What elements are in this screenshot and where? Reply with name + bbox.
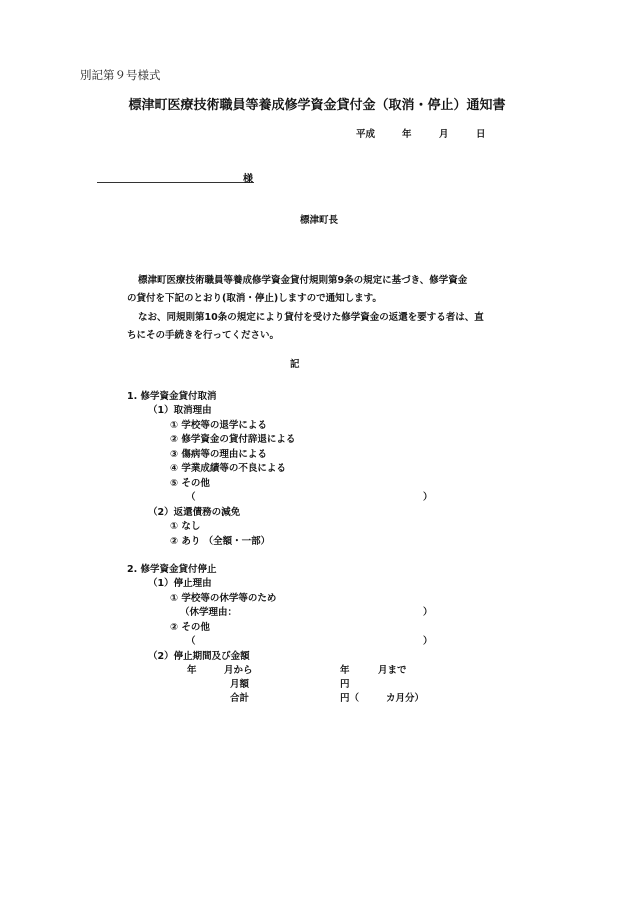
suspend-other-close: ） xyxy=(423,636,433,647)
suspend-reason-2: ② その他 xyxy=(170,622,210,633)
date-month: 月 xyxy=(439,129,449,140)
suspend-reason-1-close: ） xyxy=(423,607,433,618)
addressee-suffix: 様 xyxy=(243,174,253,185)
document-title: 標津町医療技術職員等養成修学資金貸付金（取消・停止）通知書 xyxy=(128,98,506,113)
body-paragraph-1-line-1: 標津町医療技術職員等養成修学資金貸付規則第9条の規定に基づき、修学資金 xyxy=(138,275,468,286)
date-day: 日 xyxy=(476,129,486,140)
section-1-reason-heading: （1）取消理由 xyxy=(148,405,212,416)
section-2-reason-heading: （1）停止理由 xyxy=(148,578,212,589)
ki-heading: 記 xyxy=(290,359,300,370)
total-amount-unit: 円（ xyxy=(340,693,360,704)
date-era: 平成 xyxy=(356,129,376,140)
cancel-reason-4: ④ 学業成績等の不良による xyxy=(170,463,286,474)
monthly-amount-unit: 円 xyxy=(340,679,350,690)
body-paragraph-1-line-2: の貸付を下記のとおり(取消・停止)しますので通知します。 xyxy=(127,293,382,304)
cancel-reason-5: ⑤ その他 xyxy=(170,478,210,489)
cancel-other-close: ） xyxy=(423,492,433,503)
total-amount-label: 合計 xyxy=(230,693,250,704)
sender: 標津町長 xyxy=(300,215,339,226)
suspend-reason-1-detail: （休学理由： xyxy=(180,607,238,618)
cancel-other-open: （ xyxy=(186,492,196,503)
body-paragraph-2-line-2: ちにその手続きを行ってください。 xyxy=(127,330,280,341)
period-from-year: 年 xyxy=(187,665,197,676)
suspend-reason-1: ① 学校等の休学等のため xyxy=(170,593,277,604)
period-to-month: 月まで xyxy=(378,665,407,676)
form-number: 別記第９号様式 xyxy=(80,68,161,82)
waiver-option-2: ② あり （全額・一部） xyxy=(170,536,271,547)
addressee-line xyxy=(97,182,254,183)
cancel-reason-3: ③ 傷病等の理由による xyxy=(170,449,267,460)
waiver-option-1: ① なし xyxy=(170,521,201,532)
suspend-other-open: （ xyxy=(186,636,196,647)
cancel-reason-1: ① 学校等の退学による xyxy=(170,420,267,431)
section-1-waiver-heading: （2）返還債務の減免 xyxy=(148,507,241,518)
period-to-year: 年 xyxy=(340,665,350,676)
date-year: 年 xyxy=(402,129,412,140)
section-1-heading: 1. 修学資金貸付取消 xyxy=(127,391,217,402)
monthly-amount-label: 月額 xyxy=(230,679,250,690)
total-months-label: カ月分） xyxy=(386,693,425,704)
section-2-heading: 2. 修学資金貸付停止 xyxy=(127,564,217,575)
section-2-period-heading: （2）停止期間及び金額 xyxy=(148,651,250,662)
period-from-month: 月から xyxy=(224,665,253,676)
body-paragraph-2-line-1: なお、同規則第10条の規定により貸付を受けた修学資金の返還を要する者は、直 xyxy=(138,312,484,323)
cancel-reason-2: ② 修学資金の貸付辞退による xyxy=(170,434,296,445)
